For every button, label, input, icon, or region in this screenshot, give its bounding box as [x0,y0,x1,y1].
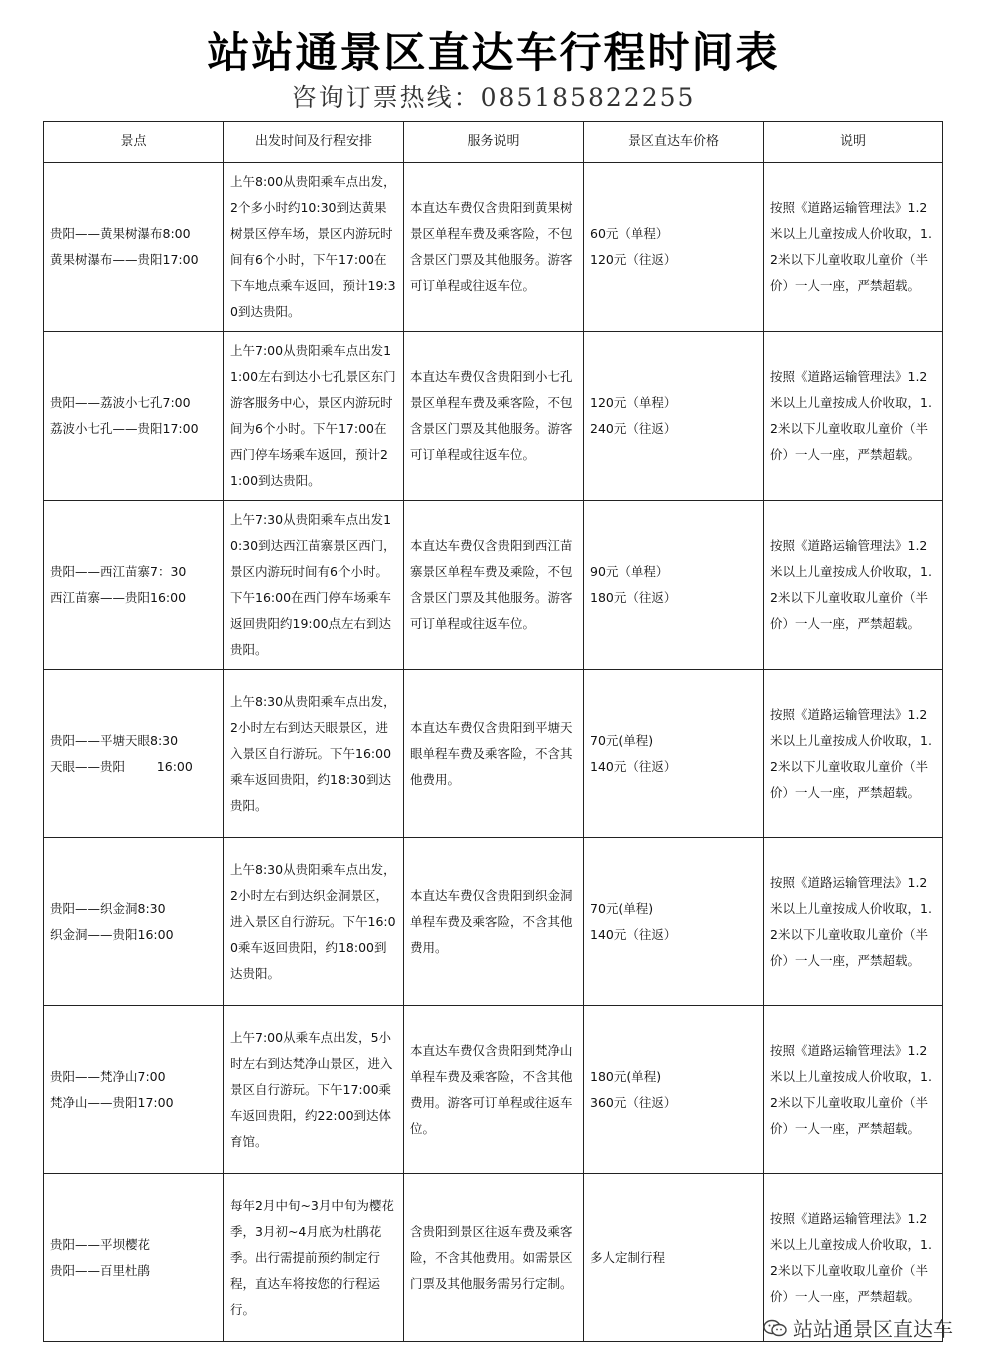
cell-note: 按照《道路运输管理法》1.2米以上儿童按成人价收取，1.2米以下儿童收取儿童价（半价）一人一座，严禁超载。 [764,501,943,670]
cell-spot [44,1174,224,1342]
cell-spot [44,332,224,501]
price-line: 140元（往返） [590,758,677,774]
spot-line: 贵阳——织金洞8:30 [50,900,166,916]
cell-service: 本直达车费仅含贵阳到平塘天眼单程车费及乘客险，不含其他费用。 [404,670,584,838]
cell-spot [44,838,224,1006]
cell-service: 本直达车费仅含贵阳到黄果树景区单程车费及乘客险，不包含景区门票及其他服务。游客可订单程或往返车位。 [404,163,584,332]
cell-service: 含贵阳到景区往返车费及乘客险，不含其他费用。如需景区门票及其他服务需另行定制。 [404,1174,584,1342]
table-row [44,163,943,332]
spot-line: 西江苗寨——贵阳16:00 [50,590,187,605]
spot-line: 黄果树瀑布——贵阳17:00 [50,252,199,267]
spot-line: 贵阳——黄果树瀑布8:00 [50,226,191,241]
cell-schedule: 上午7:30从贵阳乘车点出发10:30到达西江苗寨景区西门，景区内游玩时间有6个小时。下午16:00在西门停车场乘车返回贵阳约19:00点左右到达贵阳。 [224,501,404,670]
spot-line: 贵阳——平坝樱花 [50,1236,151,1252]
price-line: 360元（往返） [590,1094,677,1110]
header-price: 景区直达车价格 [584,122,764,163]
cell-note: 按照《道路运输管理法》1.2米以上儿童按成人价收取，1.2米以下儿童收取儿童价（半价）一人一座，严禁超载。 [764,838,943,1006]
header-note: 说明 [764,122,943,163]
cell-price [584,1174,764,1342]
price-line: 60元（单程） [590,226,669,241]
spot-line: 贵阳——梵净山7:00 [50,1068,166,1084]
table-header-row [44,122,943,163]
price-line: 120元（往返） [590,252,677,267]
header-spot: 景点 [44,122,224,163]
booking-hotline: 咨询订票热线：085185822255 [291,83,696,112]
cell-price [584,670,764,838]
price-line: 140元（往返） [590,926,677,942]
cell-schedule: 上午8:00从贵阳乘车点出发，2个多小时约10:30到达黄果树景区停车场，景区内游玩时间有6个小时，下午17:00在下车地点乘车返回，预计19:30到达贵阳。 [224,163,404,332]
cell-service: 本直达车费仅含贵阳到织金洞单程车费及乘客险，不含其他费用。 [404,838,584,1006]
table-row [44,332,943,501]
cell-note: 按照《道路运输管理法》1.2米以上儿童按成人价收取，1.2米以下儿童收取儿童价（半价）一人一座，严禁超载。 [764,1174,943,1342]
cell-spot [44,163,224,332]
page-title: 站站通景区直达车行程时间表 [207,28,780,77]
watermark [763,1313,953,1342]
price-line: 70元(单程) [590,900,654,916]
cell-schedule: 上午8:30从贵阳乘车点出发，2小时左右到达天眼景区，进入景区自行游玩。下午16:00乘车返回贵阳，约18:30到达贵阳。 [224,670,404,838]
header-schedule: 出发时间及行程安排 [224,122,404,163]
table-row [44,838,943,1006]
cell-note: 按照《道路运输管理法》1.2米以上儿童按成人价收取，1.2米以下儿童收取儿童价（半价）一人一座，严禁超载。 [764,163,943,332]
spot-line: 荔波小七孔——贵阳17:00 [50,421,199,436]
cell-schedule: 上午8:30从贵阳乘车点出发，2小时左右到达织金洞景区，进入景区自行游玩。下午16:00乘车返回贵阳，约18:00到达贵阳。 [224,838,404,1006]
price-line: 90元（单程） [590,564,669,579]
price-line: 70元(单程) [590,732,654,748]
spot-line: 梵净山——贵阳17:00 [50,1094,174,1110]
cell-note: 按照《道路运输管理法》1.2米以上儿童按成人价收取，1.2米以下儿童收取儿童价（半价）一人一座，严禁超载。 [764,670,943,838]
cell-price [584,501,764,670]
price-line: 180元（往返） [590,590,677,605]
cell-service: 本直达车费仅含贵阳到梵净山单程车费及乘客险，不含其他费用。游客可订单程或往返车位。 [404,1006,584,1174]
price-line: 120元（单程） [590,395,677,410]
table-row [44,670,943,838]
spot-line: 贵阳——平塘天眼8:30 [50,732,179,748]
header-service: 服务说明 [404,122,584,163]
schedule-table [43,121,943,1342]
cell-note: 按照《道路运输管理法》1.2米以上儿童按成人价收取，1.2米以下儿童收取儿童价（半价）一人一座，严禁超载。 [764,1006,943,1174]
cell-service: 本直达车费仅含贵阳到西江苗寨景区单程车费及乘险，不包含景区门票及其他服务。游客可订单程或往返车位。 [404,501,584,670]
spot-line: 织金洞——贵阳16:00 [50,926,174,942]
price-line: 240元（往返） [590,421,677,436]
cell-price [584,163,764,332]
cell-spot [44,670,224,838]
cell-price [584,838,764,1006]
watermark-text: 站站通景区直达车 [793,1317,953,1341]
spot-line: 天眼——贵阳 16:00 [50,758,193,774]
spot-line: 贵阳——百里杜鹃 [50,1262,151,1278]
cell-price [584,332,764,501]
table-row [44,1006,943,1174]
table-row [44,501,943,670]
wechat-icon [763,1319,787,1337]
cell-schedule: 上午7:00从乘车点出发，5小时左右到达梵净山景区，进入景区自行游玩。下午17:00乘车返回贵阳，约22:00到达体育馆。 [224,1006,404,1174]
cell-spot [44,1006,224,1174]
price-line: 180元(单程) [590,1068,662,1084]
cell-schedule: 每年2月中旬~3月中旬为樱花季，3月初~4月底为杜鹃花季。出行需提前预约制定行程，直达车将按您的行程运行。 [224,1174,404,1342]
price-line: 多人定制行程 [590,1249,666,1265]
cell-price [584,1006,764,1174]
cell-schedule: 上午7:00从贵阳乘车点出发11:00左右到达小七孔景区东门游客服务中心，景区内游玩时间为6个小时。下午17:00在西门停车场乘车返回，预计21:00到达贵阳。 [224,332,404,501]
spot-line: 贵阳——荔波小七孔7:00 [50,395,191,410]
cell-note: 按照《道路运输管理法》1.2米以上儿童按成人价收取，1.2米以下儿童收取儿童价（半价）一人一座，严禁超载。 [764,332,943,501]
cell-service: 本直达车费仅含贵阳到小七孔景区单程车费及乘客险，不包含景区门票及其他服务。游客可订单程或往返车位。 [404,332,584,501]
cell-spot [44,501,224,670]
spot-line: 贵阳——西江苗寨7：30 [50,564,187,579]
